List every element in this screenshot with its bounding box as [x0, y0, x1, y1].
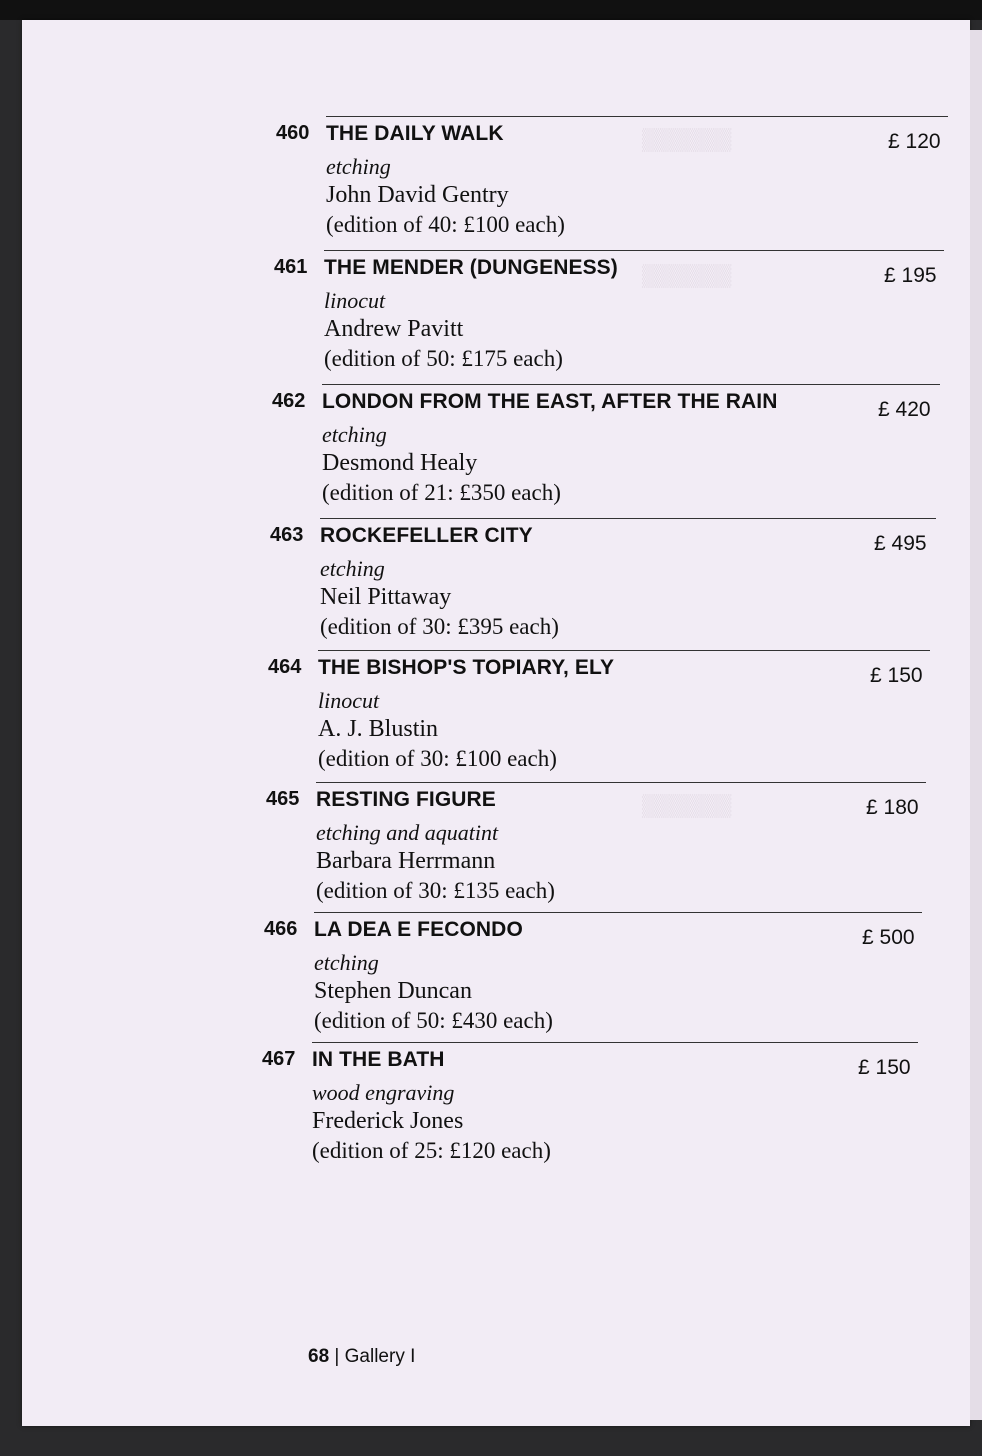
page-number: 68: [308, 1346, 330, 1367]
entry-title: THE DAILY WALK: [326, 122, 504, 145]
entry-rule: [326, 116, 948, 117]
catalogue-page: [22, 20, 970, 1426]
entry-artist: A. J. Blustin: [318, 716, 439, 742]
page-edge: [970, 30, 982, 1420]
entry-artist: Neil Pittaway: [320, 584, 452, 610]
page-footer: [308, 1346, 415, 1368]
entry-artist: Stephen Duncan: [314, 978, 472, 1004]
entry-edition: (edition of 25: £120 each): [312, 1138, 551, 1163]
entry-number: 464: [268, 656, 302, 678]
entry-price: £ 180: [866, 796, 919, 819]
entry-title: LA DEA E FECONDO: [314, 918, 523, 941]
show-through: ▒▒▒▒▒▒: [642, 128, 732, 151]
footer-separator: |: [334, 1346, 340, 1367]
entry-price: £ 120: [888, 130, 941, 153]
entry-rule: [318, 650, 930, 651]
entry-number: 460: [276, 122, 310, 144]
entry-artist: Barbara Herrmann: [316, 848, 496, 874]
entry-title: THE MENDER (DUNGENESS): [324, 256, 618, 279]
entry-number: 465: [266, 788, 300, 810]
entry-title: RESTING FIGURE: [316, 788, 496, 811]
entry-medium: linocut: [318, 688, 380, 713]
entry-title: ROCKEFELLER CITY: [320, 524, 533, 547]
show-through: ▒▒▒▒▒▒: [642, 794, 732, 817]
entry-artist: Frederick Jones: [312, 1108, 464, 1134]
entry-artist: Andrew Pavitt: [324, 316, 464, 342]
entry-medium: wood engraving: [312, 1080, 455, 1105]
entry-medium: etching: [314, 950, 379, 975]
entry-title: THE BISHOP'S TOPIARY, ELY: [318, 656, 615, 679]
entry-number: 463: [270, 524, 304, 546]
entry-rule: [320, 518, 936, 519]
entry-medium: linocut: [324, 288, 386, 313]
show-through: ▒▒▒▒▒▒: [642, 264, 732, 287]
entry-medium: etching and aquatint: [316, 820, 499, 845]
entry-rule: [324, 250, 944, 251]
entry-number: 462: [272, 390, 306, 412]
entry-price: £ 420: [878, 398, 931, 421]
entry-rule: [322, 384, 940, 385]
section-name: Gallery I: [344, 1346, 416, 1367]
entry-rule: [314, 912, 922, 913]
entry-number: 461: [274, 256, 308, 278]
entry-edition: (edition of 40: £100 each): [326, 212, 565, 237]
entry-artist: John David Gentry: [326, 182, 509, 208]
entry-price: £ 150: [858, 1056, 911, 1079]
entry-edition: (edition of 30: £135 each): [316, 878, 555, 903]
entry-edition: (edition of 30: £395 each): [320, 614, 559, 639]
entry-number: 467: [262, 1048, 296, 1070]
entry-edition: (edition of 21: £350 each): [322, 480, 561, 505]
entry-price: £ 150: [870, 664, 923, 687]
entry-rule: [316, 782, 926, 783]
entry-medium: etching: [322, 422, 387, 447]
entry-price: £ 495: [874, 532, 927, 555]
entry-number: 466: [264, 918, 298, 940]
entry-title: LONDON FROM THE EAST, AFTER THE RAIN: [322, 390, 778, 413]
entry-price: £ 195: [884, 264, 937, 287]
entry-medium: etching: [320, 556, 385, 581]
entry-edition: (edition of 50: £430 each): [314, 1008, 553, 1033]
entry-price: £ 500: [862, 926, 915, 949]
entry-title: IN THE BATH: [312, 1048, 445, 1071]
entry-rule: [312, 1042, 918, 1043]
entry-medium: etching: [326, 154, 391, 179]
entry-edition: (edition of 50: £175 each): [324, 346, 563, 371]
entry-edition: (edition of 30: £100 each): [318, 746, 557, 771]
entry-artist: Desmond Healy: [322, 450, 478, 476]
scan-background: [0, 0, 982, 20]
